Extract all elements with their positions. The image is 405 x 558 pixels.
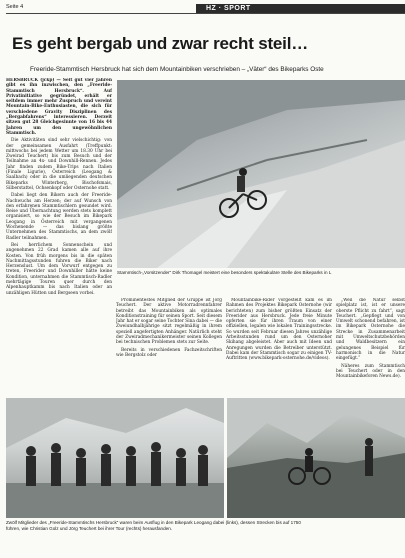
section-header: HZ · SPORT [196, 4, 405, 13]
article-paragraph: Dabei liegt den Bikern auch der Freeride-Nachwuchs am Herzen; der auf Wunsch von den erfahrenen Stammtischlern gesundet wird. Reise und Übernachtung werden stets komplett organisiert, so wie der Besuch im Bikepark Leogang in Österreich mit vergangenen Wochenende — das bislang größte Unternehmen des Stammtischs, an dem zwölf Radler teilnahmen. [6, 193, 112, 241]
main-photo-caption: Stammtisch-„Vorsitzender“ Dirk Thomagel meistert eine besonders spektakuläre Stelle des Bikeparks in L [117, 270, 332, 275]
group-illustration [6, 398, 224, 518]
article-paragraph: Bei herrlichem Sonnenschein und angenehmen 22 Grad kamen alle auf ihre Kosten. Von früh morgens bis in die späten Nachmittagsstunden fuhren die Biker nach Herzenslust. Um dem Vorwurf entgegen zu treten, Freerider und Downhiller hätte keine Kondition, unternahmen die Stammtisch-Radler mehrtägige Touren quer durch den Alpenhauptkamm bis nach Italien oder an unzähligen Hütten und Bergseen vorbei. [6, 242, 112, 296]
alpine-tour-illustration [227, 398, 405, 518]
article-column-2 [116, 298, 222, 406]
alpine-tour-photo [227, 398, 405, 518]
article-paragraph: Bereits in verschiedenen Fachzeitschriften wie Bergstolz oder [116, 347, 222, 358]
downhill-rider-photo [117, 80, 405, 268]
article-paragraph: Prominentestes Mitglied der Gruppe ist Jörg Teuchert. Der aktive Motorradrennfahrer betreibt das Mountainbiken als optimales Konditionstraining für seinen Sport. Seit diesem Jahr hat er sogar seine Tochter Sina dabei — die Zweiundhalbjährige sitzt regelmäßig in ihrem speziell angefertigten Anhänger. Natürlich steht der Zweiradmechanikermeister seinen Kollegen bei technischen Problemen stets zur Seite. [116, 298, 222, 346]
article-column-4 [336, 298, 405, 406]
page-number: Seite 4 [6, 4, 24, 10]
bottom-photo-caption [6, 520, 405, 531]
article-subheadline: Freeride-Stammtisch Hersbruck hat sich dem Mountainbiken verschrieben – „Väter“ des Bikeparks Oste [30, 66, 324, 73]
group-photo [6, 398, 224, 518]
article-paragraph: „Weil die Natur selbst spielplatz ist, ist er unsere oberste Pflicht zu fahrt“, sagt Teuchert. „Gepflegt und von Umwelt schonend befahren, ist im Bikepark Osternohe die Strecke in Zusammenarbeit mit Umweltschutzbehörden und Waldbesitzern ein gelungenes Beispiel für harmonisch in die Natur eingefügt.“ [336, 298, 405, 362]
bottom-caption-line: Zwölf Mitglieder des „Freeride-Stammtischs Hersbruck“ waren beim Ausflug in den Bikepark Leogang dabei (links), dessen Strecken bis auf 1750 [6, 520, 301, 525]
article-headline: Es geht bergab und zwar recht steil… [12, 34, 309, 53]
article-column-3 [226, 298, 332, 406]
article-lead-paragraph: HERSBRUCK (jckp) — Seit gut vier Jahren gibt es ihn inzwischen, den „Freeride-Stammtisch Hersbruck“. Auf Privatinitiative gegründet, erhält er seitdem immer mehr Zuspruch und vereint Mountain-Bike-Enthusiasten, die sich für verschiedene Gravity Disziplinen des „Bergabfahrens“ interessieren. Derzeit sitzen gut 28 Gleichgesinnte von 16 bis 44 Jahren um den ungewöhnlichen Stammtisch. [6, 78, 112, 136]
article-paragraph: Näheres zum Stammtisch bei Teuchert oder in den Mountainbikeforen News.de). [336, 363, 405, 380]
article-paragraph: Die Aktivitäten sind sehr vielschichtig: von der gemeinsamen Ausfahrt (Treffpunkt: mittwochs bei jedem Wetter um 18.30 Uhr bei Zweirad Teuchert) bis zum Besuch und der Teilnahme an 4x- und Downhill-Rennen. Jedes Jahr finden zudem Bike-Trips nach Italien (Finale Ligurie), Österreich (Leogang & Saalbach) oder in die umliegenden deutschen Bikeparks Winterberg, Bischofsmais, Silberstattel, Ochsenkopf oder Osternohe statt. [6, 138, 112, 191]
downhill-rider-illustration [117, 80, 405, 268]
header-rule [6, 13, 405, 14]
bottom-caption-line: führen, wie Christian Golz und Jörg Teuchert bei ihrer Tour (rechts) herausfanden. [6, 525, 173, 531]
article-paragraph: Mountainbike-Rider vorgestellt kam es im Rahmen des Projektes Bikepark Osternohe (wir berichteten) zum bisher größten Einsatz der Freerider aus Hersbruck. Jede freie Minute opferten sie für ihren Traum von einer offiziellen, legalen wie lokalen Trainingsstrecke. So wurden seit Februar diesen Jahres unzählige Arbeitsstunden rund um den Osternoher Skihang abgeleistet. Aber auch mit Ideen und Anregungen wurden die Betreiber unterstützt. Dabei kam der Stammtisch sogar zu einigen TV-Auftritten (www.bikepark-osternohe.de/videos). [226, 298, 332, 362]
